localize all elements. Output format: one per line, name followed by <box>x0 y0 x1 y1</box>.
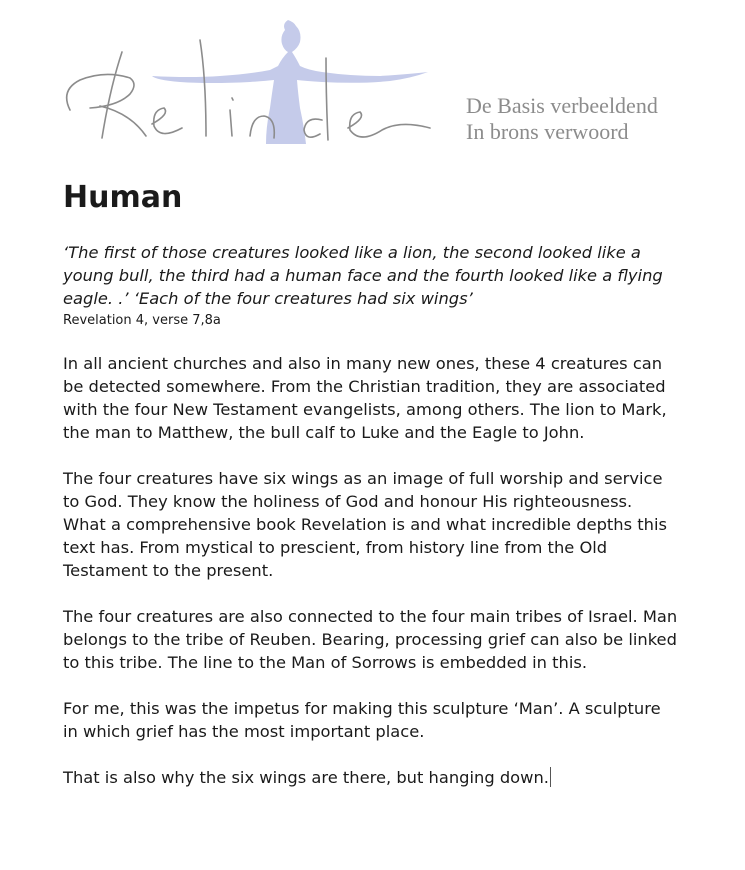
tagline-line-1: De Basis verbeeldend <box>466 93 658 118</box>
paragraph-2a: The four creatures have six wings as an image of full worship and service to God. They know the holiness of God and honour His righteousness. <box>63 469 663 511</box>
logo-graphic <box>60 18 440 148</box>
script-lettering <box>67 40 430 140</box>
figure-silhouette <box>152 20 428 144</box>
quote-reference: Revelation 4, verse 7,8a <box>63 313 221 328</box>
bible-quote: ‘The first of those creatures looked like a lion, the second looked like a young bull, the third had a human face and the fourth looked like a flying eagle. .’ ‘Each of the four creatures had six wings’ <box>63 243 663 308</box>
document-body <box>63 241 678 812</box>
tagline-line-2: In brons verwoord <box>466 119 629 144</box>
page-title: Human <box>63 180 183 215</box>
tagline <box>466 93 658 145</box>
text-cursor <box>550 767 551 787</box>
paragraph-4: For me, this was the impetus for making this sculpture ‘Man’. A sculpture in which grief has the most important place. <box>63 699 661 741</box>
paragraph-3: The four creatures are also connected to the four main tribes of Israel. Man belongs to the tribe of Reuben. Bearing, processing grief can also be linked to this tribe. The line to the Man of Sorrows is embedded in this. <box>63 607 678 672</box>
paragraph-1: In all ancient churches and also in many new ones, these 4 creatures can be detected somewhere. From the Christian tradition, they are associated with the four New Testament evangelists, among others. The lion to Mark, the man to Matthew, the bull calf to Luke and the Eagle to John. <box>63 354 667 442</box>
relinde-logo <box>60 18 440 148</box>
paragraph-2b: What a comprehensive book Revelation is and what incredible depths this text has. From mystical to prescient, from history line from the Old Testament to the present. <box>63 515 667 580</box>
paragraph-5[interactable] <box>63 766 678 789</box>
paragraph-5-text: That is also why the six wings are there, but hanging down. <box>63 768 549 787</box>
